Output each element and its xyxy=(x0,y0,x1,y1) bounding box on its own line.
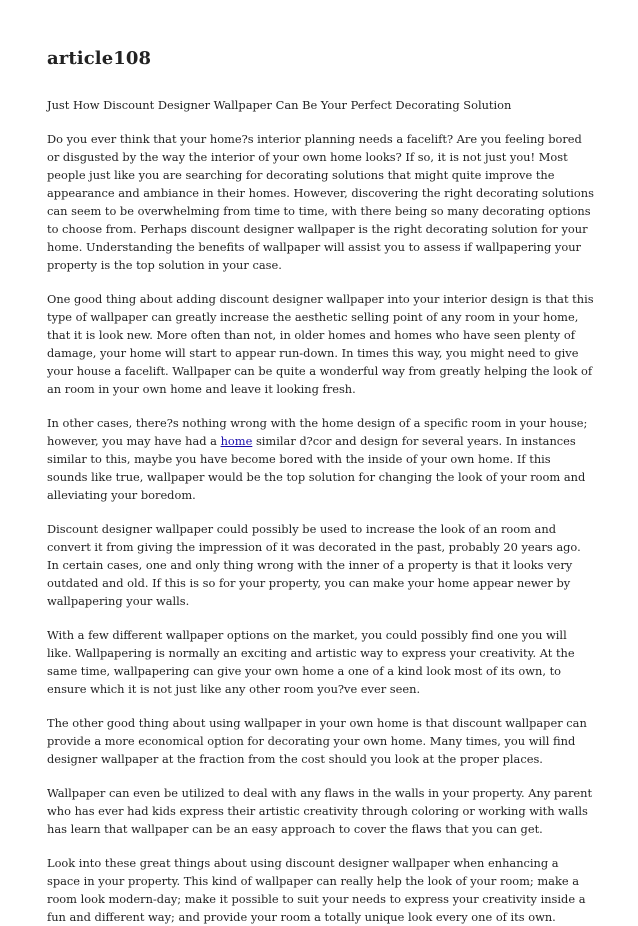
paragraph-1: Do you ever think that your home?s interior planning needs a facelift? Are you feeling bored or disgusted by the way the interior of your own home looks? If so, it is not just you! Most people just like you are searching for decorating solutions that might quite improve the appearance and ambiance in their homes. However, discovering the right decorating solutions can seem to be overwhelming from time to time, with there being so many decorating options to choose from. Perhaps discount designer wallpaper is the right decorating solution for your home. Understanding the benefits of wallpaper will assist you to assess if wallpapering your property is the top solution in your case. xyxy=(47,132,594,272)
paragraph-8: Look into these great things about using discount designer wallpaper when enhancing a space in your property. This kind of wallpaper can really help the look of your room; make a room look modern-day; make it possible to suit your needs to express your creativity inside a fun and different way; and provide your room a totally unique look every one of its own. xyxy=(47,856,586,924)
article-subtitle: Just How Discount Designer Wallpaper Can Be Your Perfect Decorating Solution xyxy=(47,98,512,112)
paragraph-3 xyxy=(47,414,594,504)
paragraph-3-after: similar d?cor and design for several years. In instances similar to this, maybe you have become bored with the inside of your own home. If this sounds like true, wallpaper would be the top solution for changing the look of your room and alleviating your boredom. xyxy=(47,434,586,502)
home-link[interactable]: home xyxy=(220,434,253,448)
paragraph-3-before: In other cases, there?s nothing wrong with the home design of a specific room in your house; however, you may have had a xyxy=(47,416,588,448)
page-title: article108 xyxy=(47,48,152,69)
paragraph-4: Discount designer wallpaper could possibly be used to increase the look of an room and convert it from giving the impression of it was decorated in the past, probably 20 years ago. In certain cases, one and only thing wrong with the inner of a property is that it looks very outdated and old. If this is so for your property, you can make your home appear newer by wallpapering your walls. xyxy=(47,522,581,608)
paragraph-6: The other good thing about using wallpaper in your own home is that discount wallpaper can provide a more economical option for decorating your own home. Many times, you will find designer wallpaper at the fraction from the cost should you look at the proper places. xyxy=(47,716,587,766)
paragraph-5: With a few different wallpaper options on the market, you could possibly find one you will like. Wallpapering is normally an exciting and artistic way to express your creativity. At the same time, wallpapering can give your own home a one of a kind look most of its own, to ensure which it is not just like any other room you?ve ever seen. xyxy=(47,628,575,696)
paragraph-2: One good thing about adding discount designer wallpaper into your interior design is that this type of wallpaper can greatly increase the aesthetic selling point of any room in your home, that it is look new. More often than not, in older homes and homes who have seen plenty of damage, your home will start to appear run-down. In times this way, you might need to give your house a facelift. Wallpaper can be quite a wonderful way from greatly helping the look of an room in your own home and leave it looking fresh. xyxy=(47,292,594,396)
paragraph-7: Wallpaper can even be utilized to deal with any flaws in the walls in your property. Any parent who has ever had kids express their artistic creativity through coloring or working with walls has learn that wallpaper can be an easy approach to cover the flaws that you can get. xyxy=(47,786,593,836)
